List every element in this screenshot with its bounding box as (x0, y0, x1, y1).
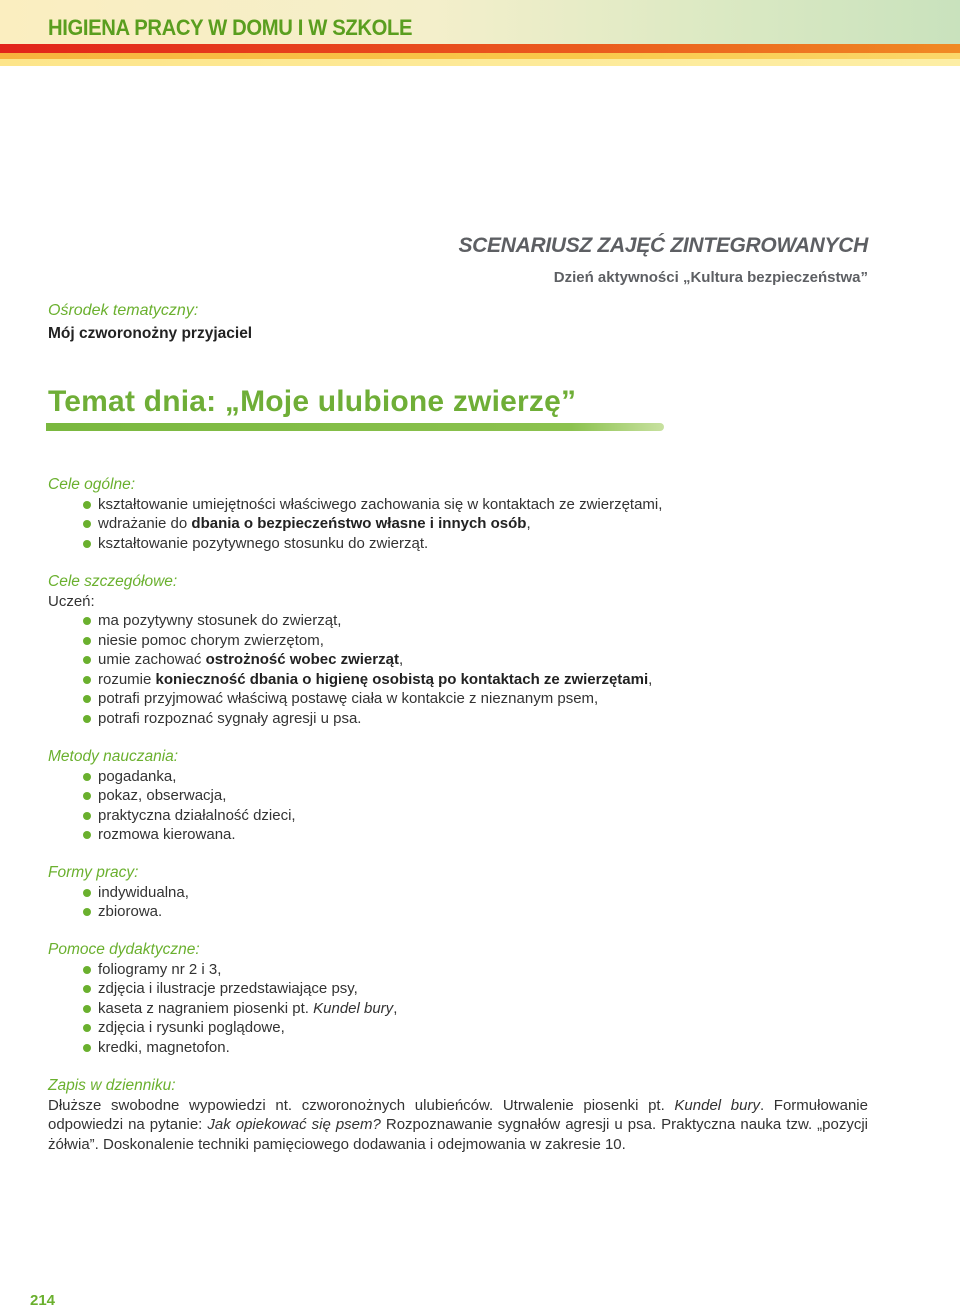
general-goals-heading: Cele ogólne: (48, 476, 136, 493)
bullet-icon (83, 812, 91, 820)
methods-heading: Metody nauczania: (48, 748, 179, 765)
scenario-title: SCENARIUSZ ZAJĘĆ ZINTEGROWANYCH (458, 234, 868, 257)
journal-entry-heading: Zapis w dzienniku: (48, 1077, 176, 1094)
list-item: kaseta z nagraniem piosenki pt. Kundel bury, (48, 999, 878, 1019)
list-item: kształtowanie pozytywnego stosunku do zwierząt. (48, 534, 878, 554)
scenario-subtitle: Dzień aktywności „Kultura bezpieczeństwa” (553, 269, 868, 286)
bullet-icon (83, 540, 91, 548)
journal-entry-section (48, 1076, 878, 1154)
list-item: kształtowanie umiejętności właściwego zachowania się w kontaktach ze zwierzętami, (48, 495, 878, 515)
bullet-icon (83, 695, 91, 703)
general-goals-list (48, 495, 878, 554)
list-item: zdjęcia i ilustracje przedstawiające psy, (48, 979, 878, 999)
work-forms-section (48, 863, 878, 922)
list-item: zbiorowa. (48, 902, 878, 922)
topic-title: Temat dnia: „Moje ulubione zwierzę” (48, 385, 577, 418)
bullet-icon (83, 889, 91, 897)
list-item: rozmowa kierowana. (48, 825, 878, 845)
work-forms-list (48, 883, 878, 922)
list-item: umie zachować ostrożność wobec zwierząt, (48, 650, 878, 670)
header-stripe-yellow (0, 59, 960, 66)
specific-goals-intro: Uczeń: (48, 592, 95, 610)
bullet-icon (83, 966, 91, 974)
teaching-aids-heading: Pomoce dydaktyczne: (48, 941, 200, 958)
methods-section (48, 747, 878, 845)
teaching-aids-list (48, 960, 878, 1058)
thematic-center-value: Mój czworonożny przyjaciel (48, 325, 253, 342)
specific-goals-section (48, 572, 878, 728)
bullet-icon (83, 908, 91, 916)
bullet-icon (83, 501, 91, 509)
bullet-icon (83, 792, 91, 800)
bullet-icon (83, 1005, 91, 1013)
list-item: zdjęcia i rysunki poglądowe, (48, 1018, 878, 1038)
bullet-icon (83, 520, 91, 528)
bullet-icon (83, 773, 91, 781)
list-item: potrafi rozpoznać sygnały agresji u psa. (48, 709, 878, 729)
methods-list (48, 767, 878, 845)
teaching-aids-section (48, 940, 878, 1057)
list-item: niesie pomoc chorym zwierzętom, (48, 631, 878, 651)
work-forms-heading: Formy pracy: (48, 864, 139, 881)
bullet-icon (83, 617, 91, 625)
bullet-icon (83, 715, 91, 723)
bullet-icon (83, 831, 91, 839)
header-stripe-red (0, 44, 960, 53)
header-title: HIGIENA PRACY W DOMU I W SZKOLE (48, 15, 413, 40)
bullet-icon (83, 676, 91, 684)
general-goals-section (48, 475, 878, 553)
list-item: ma pozytywny stosunek do zwierząt, (48, 611, 878, 631)
bullet-icon (83, 985, 91, 993)
page-number: 214 (30, 1292, 56, 1309)
topic-underline (46, 423, 664, 431)
list-item: wdrażanie do dbania o bezpieczeństwo własne i innych osób, (48, 514, 878, 534)
journal-entry-text: Dłuższe swobodne wypowiedzi nt. czworonożnych ulubieńców. Utrwalenie piosenki pt. Kundel bury. Formułowanie odpowiedzi na pytanie: Jak opiekować się psem? Rozpoznawanie sygnałów agresji u psa. Praktyczna nauka tzw. „pozycji żółwia”. Doskonalenie techniki pamięciowego dodawania i odejmowania w zakresie 10. (48, 1096, 868, 1153)
list-item: praktyczna działalność dzieci, (48, 806, 878, 826)
specific-goals-list (48, 611, 878, 728)
specific-goals-heading: Cele szczegółowe: (48, 573, 178, 590)
bullet-icon (83, 1024, 91, 1032)
bullet-icon (83, 1044, 91, 1052)
bullet-icon (83, 637, 91, 645)
list-item: pokaz, obserwacja, (48, 786, 878, 806)
list-item: kredki, magnetofon. (48, 1038, 878, 1058)
thematic-center-label: Ośrodek tematyczny: (48, 302, 199, 319)
list-item: foliogramy nr 2 i 3, (48, 960, 878, 980)
list-item: indywidualna, (48, 883, 878, 903)
list-item: pogadanka, (48, 767, 878, 787)
bullet-icon (83, 656, 91, 664)
list-item: rozumie konieczność dbania o higienę osobistą po kontaktach ze zwierzętami, (48, 670, 878, 690)
list-item: potrafi przyjmować właściwą postawę ciała w kontakcie z nieznanym psem, (48, 689, 878, 709)
